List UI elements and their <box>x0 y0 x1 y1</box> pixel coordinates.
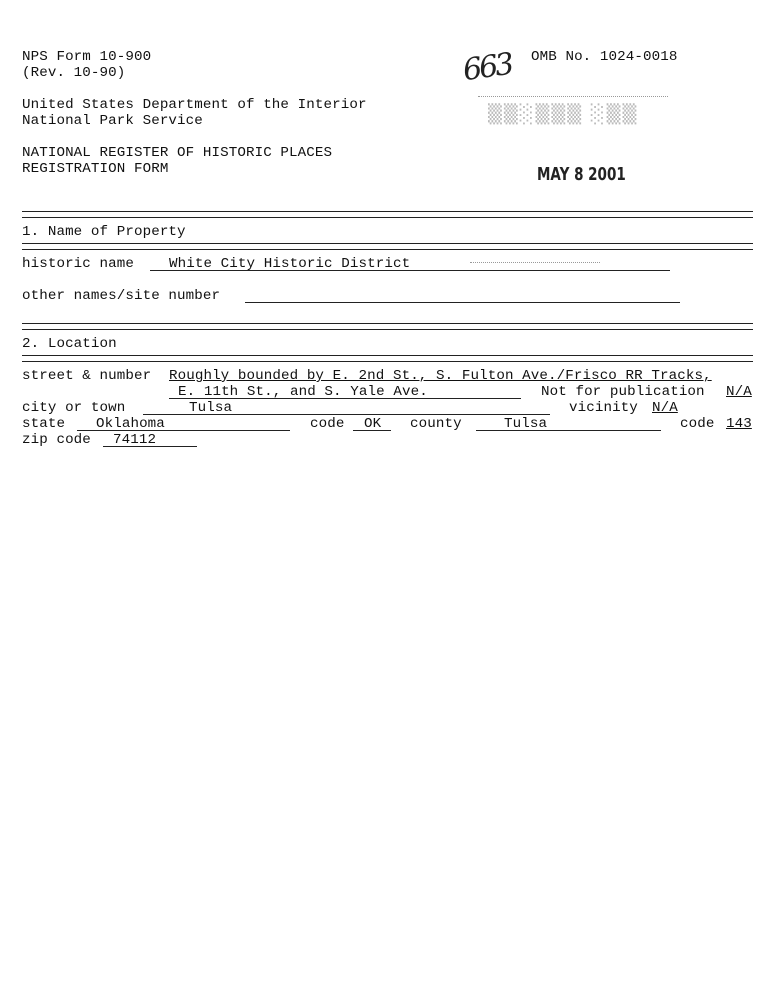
handwritten-reference-number: 663 <box>460 46 514 89</box>
register-title: NATIONAL REGISTER OF HISTORIC PLACES <box>22 145 333 161</box>
street-label: street & number <box>22 368 152 384</box>
other-names-label: other names/site number <box>22 288 221 304</box>
stamp-border-mark <box>478 96 668 97</box>
street-value-line2[interactable]: E. 11th St., and S. Yale Ave. <box>178 384 428 400</box>
not-for-publication-label: Not for publication <box>541 384 705 400</box>
section-divider <box>22 323 753 330</box>
county-code-value[interactable]: 143 <box>726 416 752 432</box>
form-number: NPS Form 10-900 <box>22 49 152 65</box>
historic-name-label: historic name <box>22 256 134 272</box>
zip-code-label: zip code <box>22 432 91 448</box>
state-code-value[interactable]: OK <box>364 416 382 432</box>
form-revision: (Rev. 10-90) <box>22 65 126 81</box>
state-label: state <box>22 416 66 432</box>
county-code-label: code <box>680 416 715 432</box>
vicinity-label: vicinity <box>569 400 638 416</box>
section-2-heading: 2. Location <box>22 336 117 352</box>
county-label: county <box>410 416 462 432</box>
vicinity-value[interactable]: N/A <box>652 400 678 416</box>
not-for-publication-value[interactable]: N/A <box>726 384 752 400</box>
historic-name-value[interactable]: White City Historic District <box>169 256 411 272</box>
service-name: National Park Service <box>22 113 203 129</box>
other-names-underline <box>245 302 680 303</box>
county-value[interactable]: Tulsa <box>504 416 548 432</box>
stamp-bottom-mark <box>470 262 600 263</box>
section-1-heading: 1. Name of Property <box>22 224 186 240</box>
section-divider <box>22 243 753 250</box>
state-value[interactable]: Oklahoma <box>96 416 165 432</box>
form-title: REGISTRATION FORM <box>22 161 169 177</box>
street-line2-underline <box>169 398 521 399</box>
omb-number: OMB No. 1024-0018 <box>531 49 678 65</box>
faded-stamp-mark: ▒▒░▒▒▒ ░▒▒ <box>488 104 639 125</box>
section-divider <box>22 211 753 218</box>
department-name: United States Department of the Interior <box>22 97 367 113</box>
city-label: city or town <box>22 400 126 416</box>
received-date-stamp: MAY 8 2001 <box>537 164 626 185</box>
state-code-label: code <box>310 416 345 432</box>
street-value-line1[interactable]: Roughly bounded by E. 2nd St., S. Fulton Ave./Frisco RR Tracks, <box>169 368 712 384</box>
city-value[interactable]: Tulsa <box>189 400 233 416</box>
section-divider <box>22 355 753 362</box>
zip-code-value[interactable]: 74112 <box>113 432 157 448</box>
